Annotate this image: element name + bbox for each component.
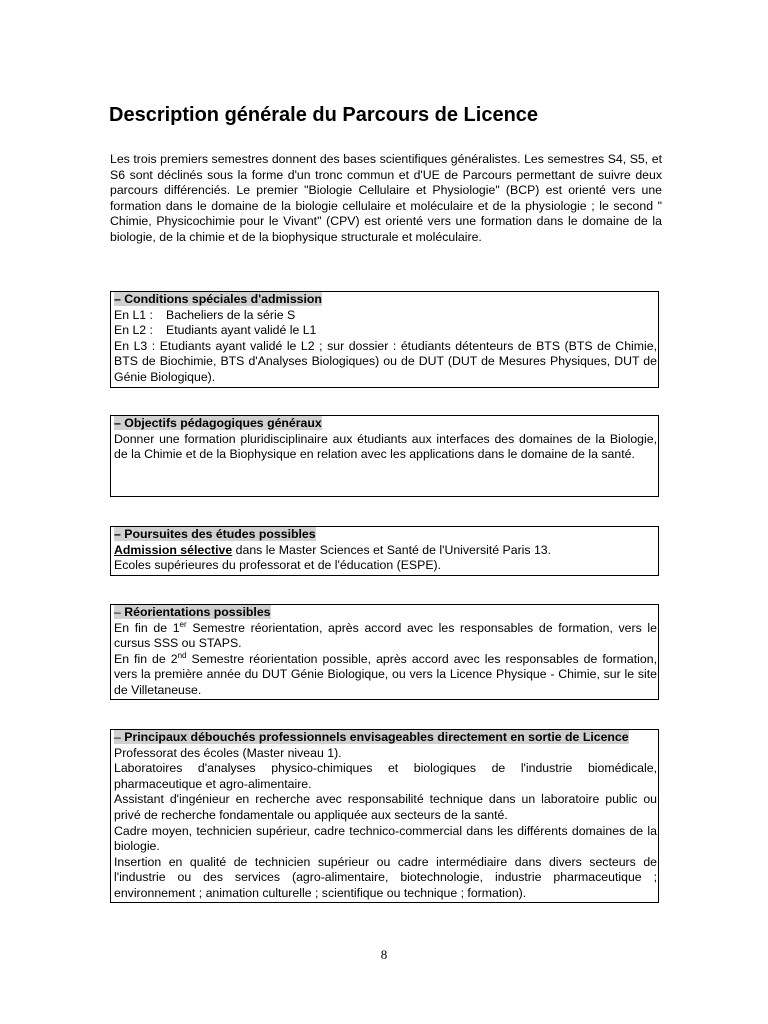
admission-l2: En L2 : Etudiants ayant validé le L1 [114,323,317,338]
poursuites-admission: Admission sélective dans le Master Sciences et Santé de l'Université Paris 13. [114,542,552,557]
objectifs-text: Donner une formation pluridisciplinaire aux étudiants aux interfaces des domaines de la Biologie, de la Chimie et de la Biophysique en relation avec les applications dans le domaine de la santé. [114,431,657,462]
admission-l1: En L1 : Bacheliers de la série S [114,307,296,322]
poursuites-heading: – Poursuites des études possibles [114,527,316,541]
debouches-item: Professorat des écoles (Master niveau 1). [114,745,342,760]
page-title: Description générale du Parcours de Licence [109,104,539,126]
objectifs-section [110,415,659,497]
reorientations-heading: – Réorientations possibles [114,605,271,619]
poursuites-section [110,526,659,576]
objectifs-heading: – Objectifs pédagogiques généraux [114,416,322,430]
debouches-item: Cadre moyen, technicien supérieur, cadre technico-commercial dans les différents domaines de la biologie. [114,823,657,854]
debouches-item: Insertion en qualité de technicien supérieur ou cadre intermédiaire dans divers secteurs de l'industrie ou des services (agro-alimentaire, biotechnologie, industrie pharmaceutique ; environnement ; animation culturelle ; scientifique ou technique ; formation). [114,854,657,900]
reorientation-s2: En fin de 2nd Semestre réorientation possible, après accord avec les responsables de formation, vers la première année du DUT Génie Biologique, ou vers la Licence Physique - Chimie, sur le site de Villetaneuse. [114,650,658,697]
admission-section [110,291,659,388]
admission-l3: En L3 : Etudiants ayant validé le L2 ; sur dossier : étudiants détenteurs de BTS (BTS de Chimie, BTS de Biochimie, BTS d'Analyses Biologiques) ou de DUT (DUT de Mesures Physiques, DUT de Génie Biologique). [114,338,657,384]
debouches-heading: – Principaux débouchés professionnels envisageables directement en sortie de Licence [114,730,629,744]
poursuites-ecoles: Ecoles supérieures du professorat et de l'éducation (ESPE). [114,558,442,573]
debouches-section [110,729,659,903]
reorientation-s1: En fin de 1er Semestre réorientation, après accord avec les responsables de formation, vers le cursus SSS ou STAPS. [114,619,657,651]
reorientations-section [110,604,659,700]
intro-paragraph: Les trois premiers semestres donnent des bases scientifiques généralistes. Les semestres S4, S5, et S6 sont déclinés sous la forme d'un tronc commun et d'UE de Parcours permettant de suivre deux parcours différenciés. Le premier "Biologie Cellulaire et Physiologie" (BCP) est orienté vers une formation dans le domaine de la biologie cellulaire et moléculaire et de la physiologie ; le second " Chimie, Physicochimie pour le Vivant" (CPV) est orienté vers une formation dans le domaine de la biologie, de la chimie et de la biophysique structurale et moléculaire. [110,152,662,244]
debouches-item: Laboratoires d'analyses physico-chimiques et biologiques de l'industrie biomédicale, pharmaceutique et agro-alimentaire. [114,761,657,791]
debouches-item: Assistant d'ingénieur en recherche avec responsabilité technique dans un laboratoire public ou privé de recherche fondamentale ou appliquée aux secteurs de la santé. [114,792,657,822]
admission-heading: – Conditions spéciales d'admission [114,292,322,306]
page-number: 8 [380,947,388,962]
